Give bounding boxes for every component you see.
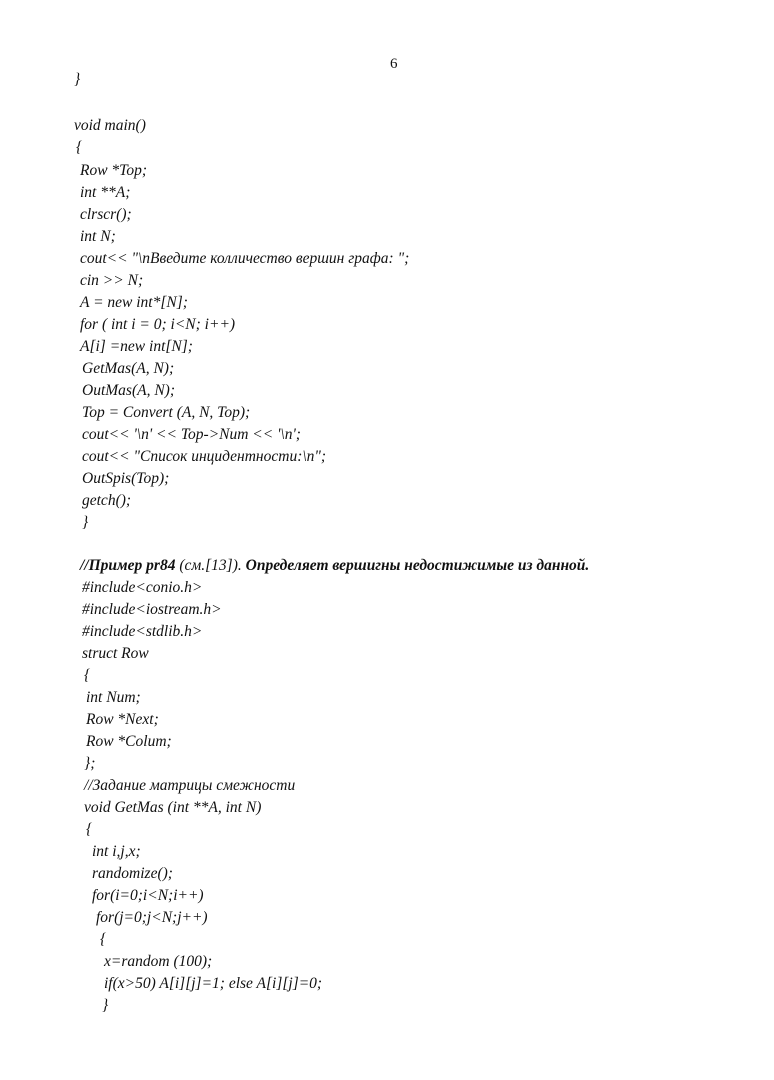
code-line: cout<< "\nВведите колличество вершин графа: "; bbox=[80, 250, 410, 267]
code-line: Row *Top; bbox=[80, 162, 148, 179]
code-line: int i,j,x; bbox=[92, 843, 141, 860]
code-line: } bbox=[82, 514, 89, 531]
code-line: { bbox=[100, 931, 107, 948]
heading-title: //Пример pr84 bbox=[80, 557, 176, 574]
code-line: for ( int i = 0; i<N; i++) bbox=[80, 316, 236, 333]
code-line: Row *Colum; bbox=[86, 733, 172, 750]
heading-description: Определяет вершигны недостижимые из данной. bbox=[245, 557, 590, 574]
code-line: OutSpis(Top); bbox=[82, 470, 170, 487]
code-line: x=random (100); bbox=[104, 953, 213, 970]
code-line: { bbox=[84, 667, 91, 684]
code-line: A = new int*[N]; bbox=[80, 294, 188, 311]
code-line: { bbox=[86, 821, 93, 838]
code-line: for(j=0;j<N;j++) bbox=[96, 909, 208, 926]
code-line: A[i] =new int[N]; bbox=[80, 338, 193, 355]
code-line: int **A; bbox=[80, 184, 131, 201]
code-line: #include<iostream.h> bbox=[82, 601, 222, 618]
code-line: if(x>50) A[i][j]=1; else A[i][j]=0; bbox=[104, 975, 323, 992]
code-line: #include<conio.h> bbox=[82, 579, 203, 596]
code-line: } bbox=[102, 997, 109, 1014]
code-line: getch(); bbox=[82, 492, 132, 509]
code-line: cin >> N; bbox=[80, 272, 144, 289]
code-line: } bbox=[74, 71, 81, 88]
code-line: Row *Next; bbox=[86, 711, 159, 728]
code-line: #include<stdlib.h> bbox=[82, 623, 203, 640]
code-line: for(i=0;i<N;i++) bbox=[92, 887, 204, 904]
code-line: cout<< '\n' << Top->Num << '\n'; bbox=[82, 426, 301, 443]
code-line: void GetMas (int **A, int N) bbox=[84, 799, 262, 816]
page-number: 6 bbox=[390, 56, 398, 72]
code-line: GetMas(A, N); bbox=[82, 360, 175, 377]
code-line: int N; bbox=[80, 228, 116, 245]
code-line: OutMas(A, N); bbox=[82, 382, 175, 399]
heading-ref: (см.[13]). bbox=[175, 557, 246, 574]
code-line: //Задание матрицы смежности bbox=[84, 777, 296, 794]
code-line: int Num; bbox=[86, 689, 141, 706]
code-line: void main() bbox=[74, 117, 146, 134]
code-line: cout<< "Список инцидентности:\n"; bbox=[82, 448, 327, 465]
code-line: randomize(); bbox=[92, 865, 173, 882]
code-line: }; bbox=[84, 755, 96, 772]
code-line: Top = Convert (A, N, Top); bbox=[82, 404, 251, 421]
code-line: clrscr(); bbox=[80, 206, 132, 223]
code-line: { bbox=[76, 139, 83, 156]
example-heading bbox=[80, 556, 589, 576]
code-line: struct Row bbox=[82, 645, 149, 662]
